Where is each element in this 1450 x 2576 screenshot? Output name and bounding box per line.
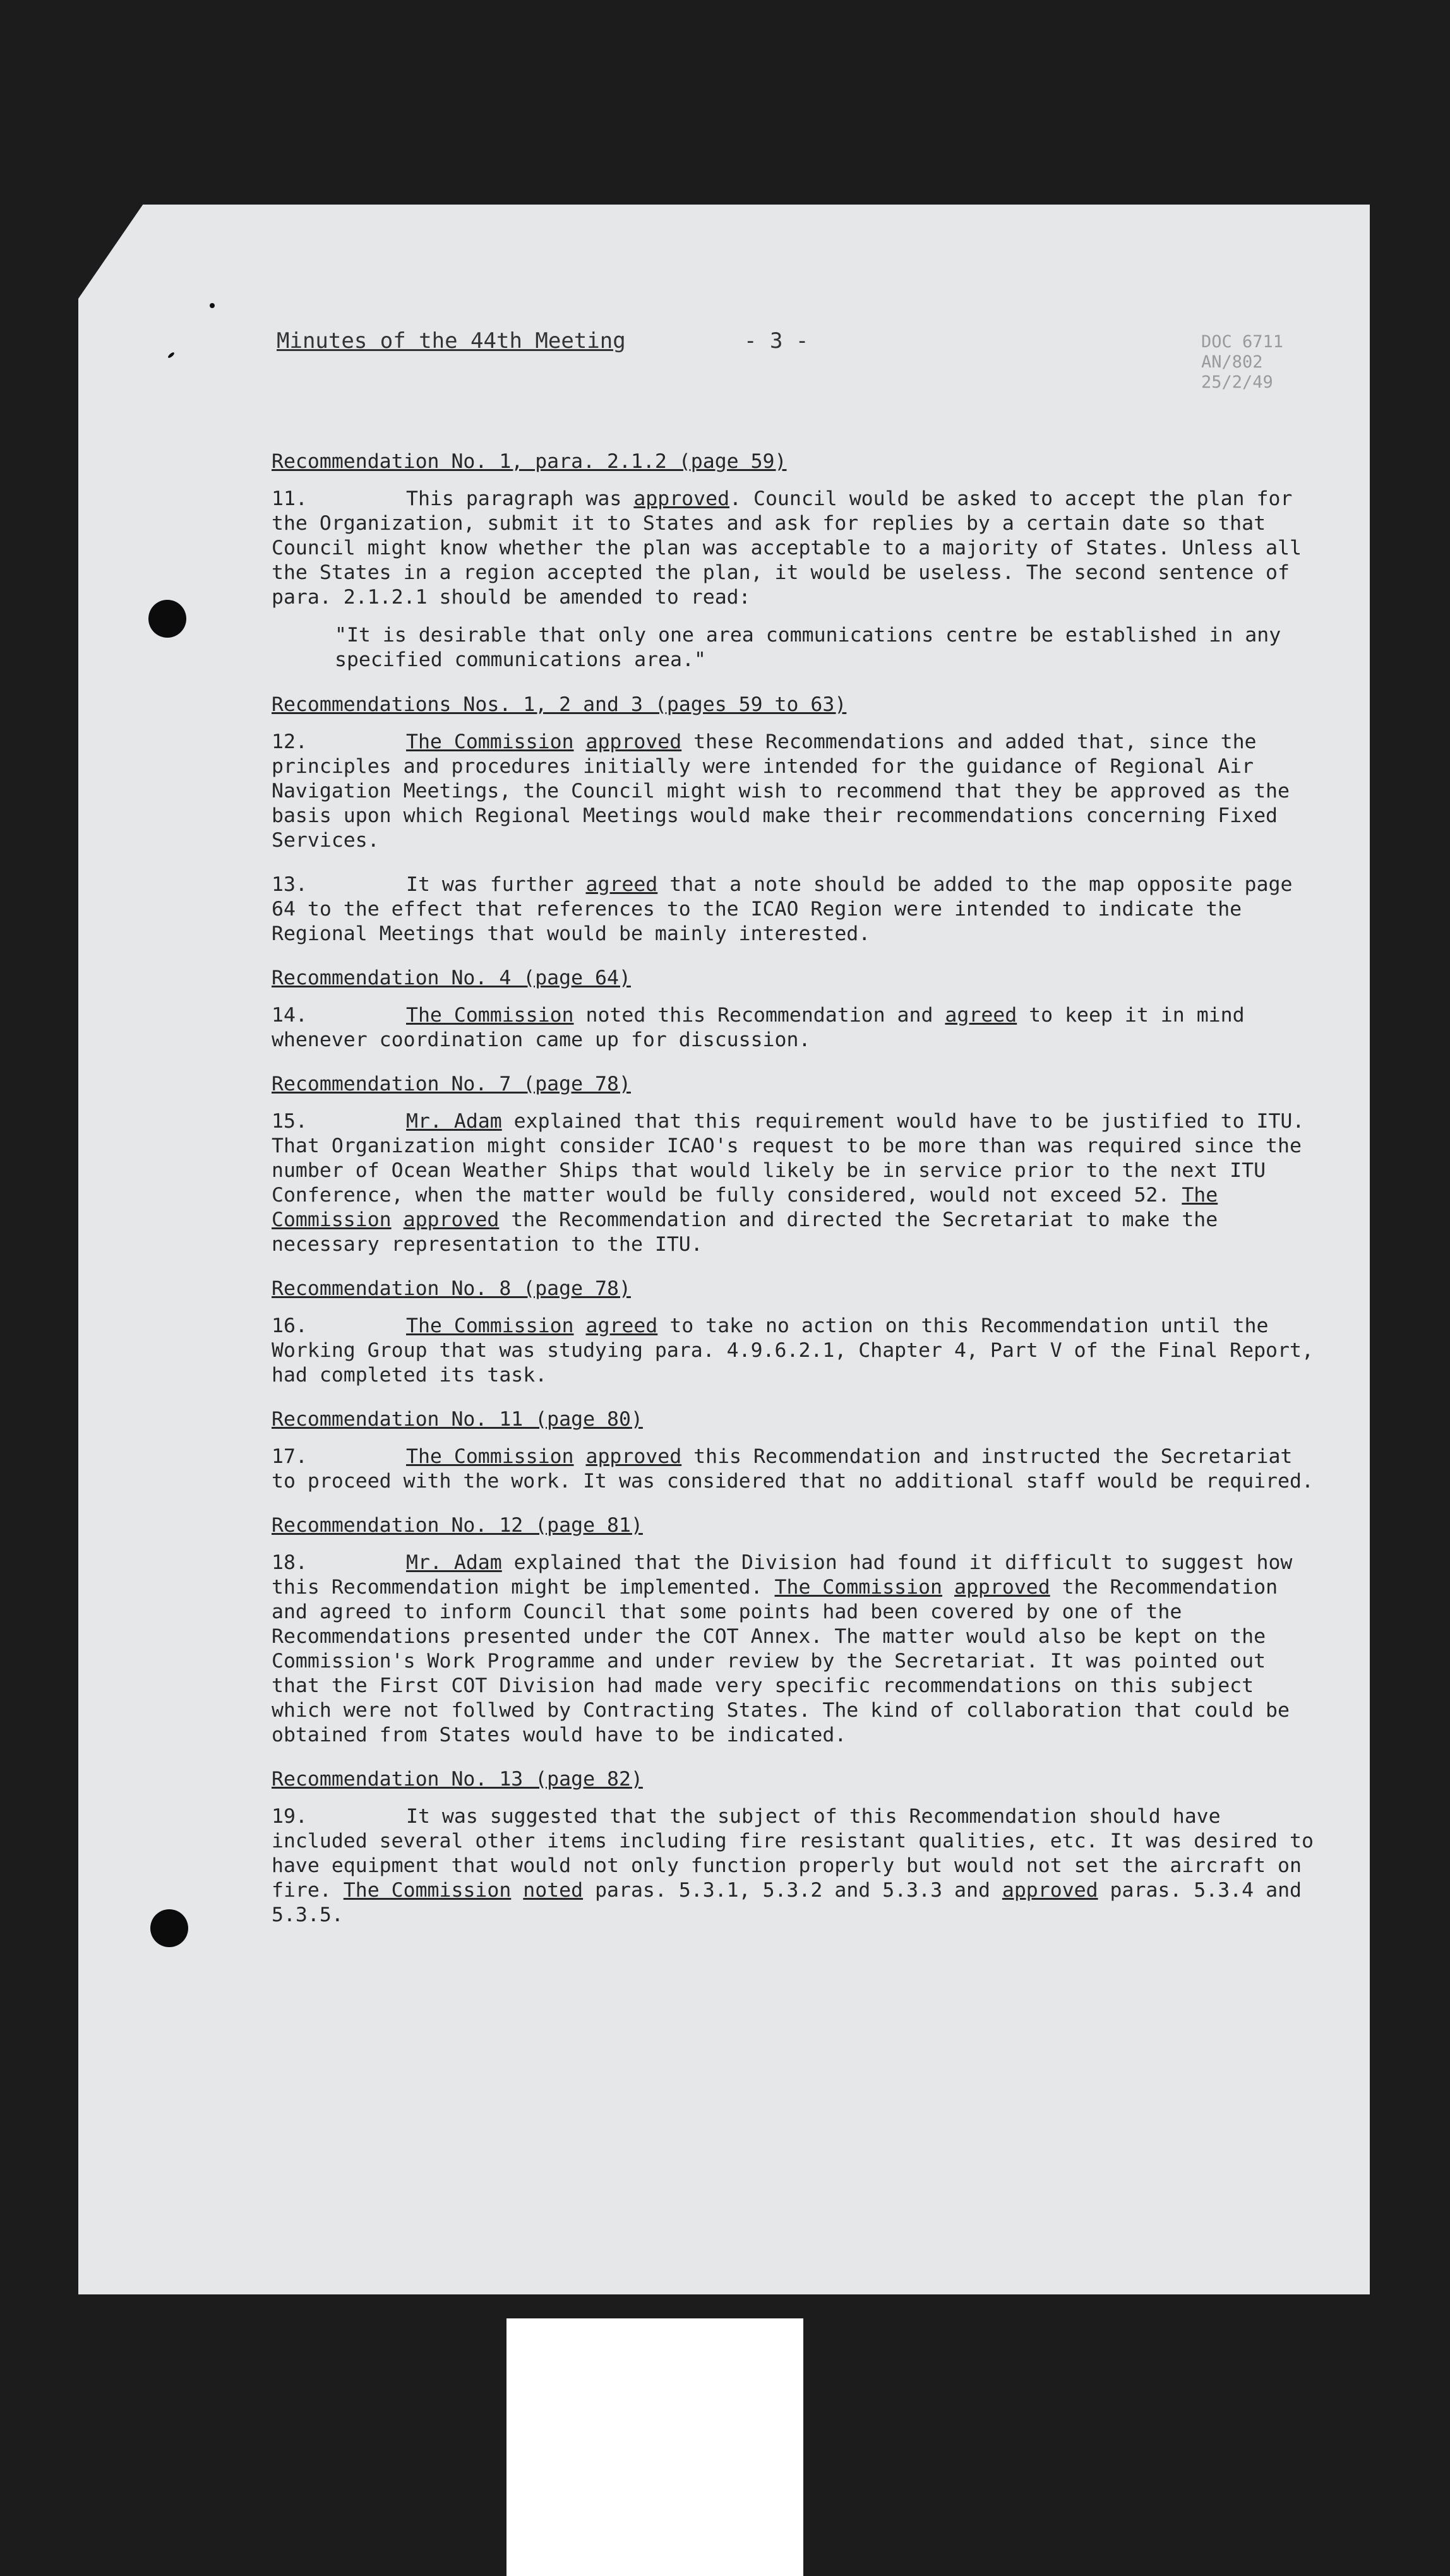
underlined-text: The Commission bbox=[406, 1445, 574, 1468]
paragraph-number: 13. bbox=[272, 873, 308, 896]
ref-line-date: 25/2/49 bbox=[1201, 373, 1273, 392]
quoted-amendment: "It is desirable that only one area communications centre be established in any specified communications area." bbox=[335, 624, 1281, 671]
paragraph-text: to keep it in mind whenever coordination came up for discussion. bbox=[272, 1004, 1245, 1051]
underlined-text: agreed bbox=[585, 873, 658, 896]
underlined-text: approved bbox=[954, 1576, 1050, 1599]
section-heading: Recommendation No. 12 (page 81) bbox=[272, 1514, 643, 1537]
paragraph-text: . Council would be asked to accept the plan for the Organization, submit it to States and ask for replies by a certain date so that Council might know whether the plan was acceptable to a majority of States. Unless all the States in a region accepted the plan, it would be useless. The second sentence of para. 2.1.2.1 should be amended to read: bbox=[272, 487, 1302, 609]
section-heading: Recommendation No. 13 (page 82) bbox=[272, 1768, 643, 1791]
underlined-text: The Commission bbox=[406, 730, 574, 753]
minutes-paragraph bbox=[272, 1551, 1320, 1748]
paragraph-number: 15. bbox=[272, 1110, 308, 1133]
paragraph-text: that a note should be added to the map opposite page 64 to the effect that references to the ICAO Region were intended to indicate the Regional Meetings that would be mainly interested. bbox=[272, 873, 1293, 945]
minutes-paragraph bbox=[272, 730, 1320, 853]
underlined-text: agreed bbox=[945, 1004, 1017, 1027]
underlined-text: The Commission bbox=[272, 1184, 1218, 1231]
underlined-text: The Commission bbox=[406, 1004, 574, 1027]
page-number: - 3 - bbox=[744, 328, 809, 354]
paragraph-number: 12. bbox=[272, 730, 308, 753]
section-heading: Recommendation No. 11 (page 80) bbox=[272, 1408, 643, 1431]
punch-hole-bottom bbox=[150, 1909, 188, 1947]
minutes-body bbox=[272, 450, 1320, 1947]
paragraph-text: It was suggested that the subject of this Recommendation should have included several other items including fire resistant qualities, etc. It was desired to have equipment that would not only function properly but would not set the aircraft on fire. bbox=[272, 1805, 1314, 1902]
paragraph-text: paras. 5.3.1, 5.3.2 and 5.3.3 and bbox=[583, 1879, 1002, 1902]
minutes-paragraph bbox=[272, 1314, 1320, 1388]
punch-hole-top bbox=[148, 600, 186, 638]
paragraph-text: This paragraph was bbox=[406, 487, 634, 510]
paragraph-text bbox=[511, 1879, 523, 1902]
paragraph-number: 18. bbox=[272, 1551, 308, 1574]
ink-dot bbox=[210, 303, 215, 308]
document-reference bbox=[1201, 332, 1283, 393]
paragraph-text: paras. 5.3.4 and 5.3.5. bbox=[272, 1879, 1302, 1926]
minutes-paragraph bbox=[272, 873, 1320, 946]
scan-tab bbox=[506, 2318, 803, 2576]
paragraph-text: the Recommendation and directed the Secretariat to make the necessary representation to the ITU. bbox=[272, 1208, 1218, 1256]
page-header-title: Minutes of the 44th Meeting bbox=[277, 328, 626, 354]
minutes-paragraph bbox=[272, 1445, 1320, 1494]
paragraph-text: explained that this requirement would have to be justified to ITU. That Organization might consider ICAO's request to be more than was required since the number of Ocean Weather Ships that would likely be in service prior to the next ITU Conference, when the matter would be fully considered, would not exceed 52. bbox=[272, 1110, 1305, 1207]
underlined-text: Mr. Adam bbox=[406, 1551, 502, 1574]
paragraph-text bbox=[942, 1576, 954, 1599]
section-heading: Recommendation No. 4 (page 64) bbox=[272, 967, 631, 989]
underlined-text: approved bbox=[633, 487, 730, 510]
underlined-text: Mr. Adam bbox=[406, 1110, 502, 1133]
minutes-paragraph bbox=[272, 487, 1320, 610]
section-heading: Recommendation No. 7 (page 78) bbox=[272, 1073, 631, 1095]
underlined-text: approved bbox=[585, 1445, 682, 1468]
paragraph-number: 17. bbox=[272, 1445, 308, 1468]
ref-line-an: AN/802 bbox=[1201, 352, 1263, 372]
minutes-paragraph bbox=[272, 1003, 1320, 1052]
paragraph-number: 11. bbox=[272, 487, 308, 510]
section-heading: Recommendations Nos. 1, 2 and 3 (pages 59 to 63) bbox=[272, 693, 847, 716]
paragraph-text: this Recommendation and instructed the Secretariat to proceed with the work. It was considered that no additional staff would be required. bbox=[272, 1445, 1314, 1493]
paragraph-number: 14. bbox=[272, 1004, 308, 1027]
paragraph-text: explained that the Division had found it difficult to suggest how this Recommendation might be implemented. bbox=[272, 1551, 1293, 1599]
underlined-text: The Commission bbox=[774, 1576, 943, 1599]
paragraph-number: 19. bbox=[272, 1805, 308, 1828]
underlined-text: The Commission bbox=[406, 1315, 574, 1337]
paragraph-text bbox=[392, 1208, 404, 1231]
underlined-text: noted bbox=[523, 1879, 584, 1902]
paragraph-text: noted this Recommendation and bbox=[573, 1004, 945, 1027]
paragraph-text: these Recommendations and added that, since the principles and procedures initially were intended for the guidance of Regional Air Navigation Meetings, the Council might wish to recommend that they be approved as the basis upon which Regional Meetings would make their recommendations concerning Fixed Services. bbox=[272, 730, 1290, 852]
section-heading: Recommendation No. 1, para. 2.1.2 (page 59) bbox=[272, 450, 787, 473]
underlined-text: The Commission bbox=[343, 1879, 512, 1902]
underlined-text: approved bbox=[403, 1208, 500, 1231]
underlined-text: approved bbox=[1002, 1879, 1098, 1902]
paragraph-text bbox=[574, 1445, 586, 1468]
underlined-text: approved bbox=[585, 730, 682, 753]
paragraph-number: 16. bbox=[272, 1315, 308, 1337]
paragraph-text bbox=[574, 730, 586, 753]
underlined-text: agreed bbox=[585, 1315, 658, 1337]
ref-line-doc: DOC 6711 bbox=[1201, 332, 1284, 352]
paragraph-text: It was further bbox=[406, 873, 586, 896]
paragraph-text bbox=[574, 1315, 586, 1337]
paragraph-text: the Recommendation and agreed to inform Council that some points had been covered by one of the Recommendations presented under the COT Annex. The matter would also be kept on the Commission's Work Programme and under review by the Secretariat. It was pointed out that the First COT Division had made very specific recommendations on this subject which were not follwed by Contracting States. The kind of collaboration that could be obtained from States would have to be indicated. bbox=[272, 1576, 1290, 1746]
section-heading: Recommendation No. 8 (page 78) bbox=[272, 1277, 631, 1300]
minutes-paragraph bbox=[272, 1804, 1320, 1928]
paragraph-text: to take no action on this Recommendation until the Working Group that was studying para. 4.9.6.2.1, Chapter 4, Part V of the Final Report, had completed its task. bbox=[272, 1315, 1314, 1386]
minutes-paragraph bbox=[272, 1109, 1320, 1257]
